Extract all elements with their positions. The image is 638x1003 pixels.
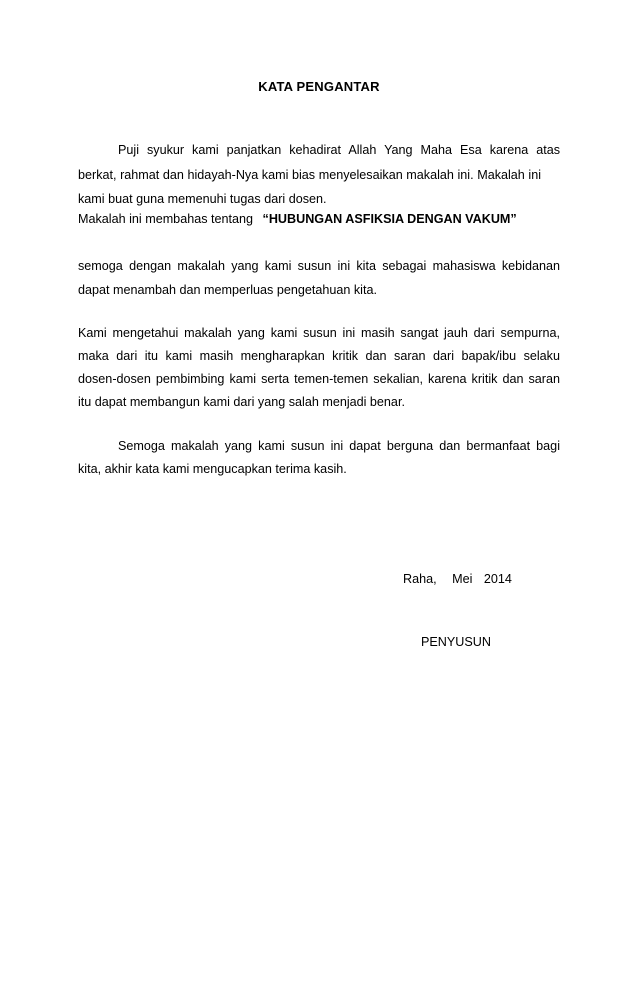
paragraph-4-line-2: kita, akhir kata kami mengucapkan terima kasih. [78, 462, 347, 476]
paragraph-1-line-4 [78, 211, 517, 227]
paragraph-2-line-2: dapat menambah dan memperluas pengetahuan kita. [78, 283, 377, 297]
paragraph-3-line-2: maka dari itu kami masih mengharapkan kritik dan saran dari bapak/ibu selaku [78, 349, 560, 363]
paragraph-3-line-1: Kami mengetahui makalah yang kami susun ini masih sangat jauh dari sempurna, [78, 326, 560, 340]
paragraph-1-line-1: Puji syukur kami panjatkan kehadirat Allah Yang Maha Esa karena atas [118, 143, 560, 157]
paragraph-2-line-1: semoga dengan makalah yang kami susun ini kita sebagai mahasiswa kebidanan [78, 259, 560, 273]
signature-place: Raha, [403, 572, 437, 586]
paragraph-4-line-1: Semoga makalah yang kami susun ini dapat berguna dan bermanfaat bagi [118, 439, 560, 453]
signature-month: Mei [452, 572, 473, 586]
topic-title: “HUBUNGAN ASFIKSIA DENGAN VAKUM” [262, 212, 517, 226]
page-title: KATA PENGANTAR [258, 79, 380, 94]
topic-intro: Makalah ini membahas tentang [78, 212, 254, 226]
signature-year: 2014 [483, 572, 512, 586]
paragraph-3-line-3: dosen-dosen pembimbing kami serta temen-temen sekalian, karena kritik dan saran [78, 372, 560, 386]
paragraph-3-line-4: itu dapat membangun kami dari yang salah menjadi benar. [78, 395, 405, 409]
signature-author: PENYUSUN [421, 635, 491, 649]
paragraph-1-line-3: kami buat guna memenuhi tugas dari dosen. [78, 192, 327, 206]
paragraph-1-line-2: berkat, rahmat dan hidayah-Nya kami bias menyelesaikan makalah ini. Makalah ini [78, 168, 542, 182]
signature-date-line [403, 571, 512, 587]
